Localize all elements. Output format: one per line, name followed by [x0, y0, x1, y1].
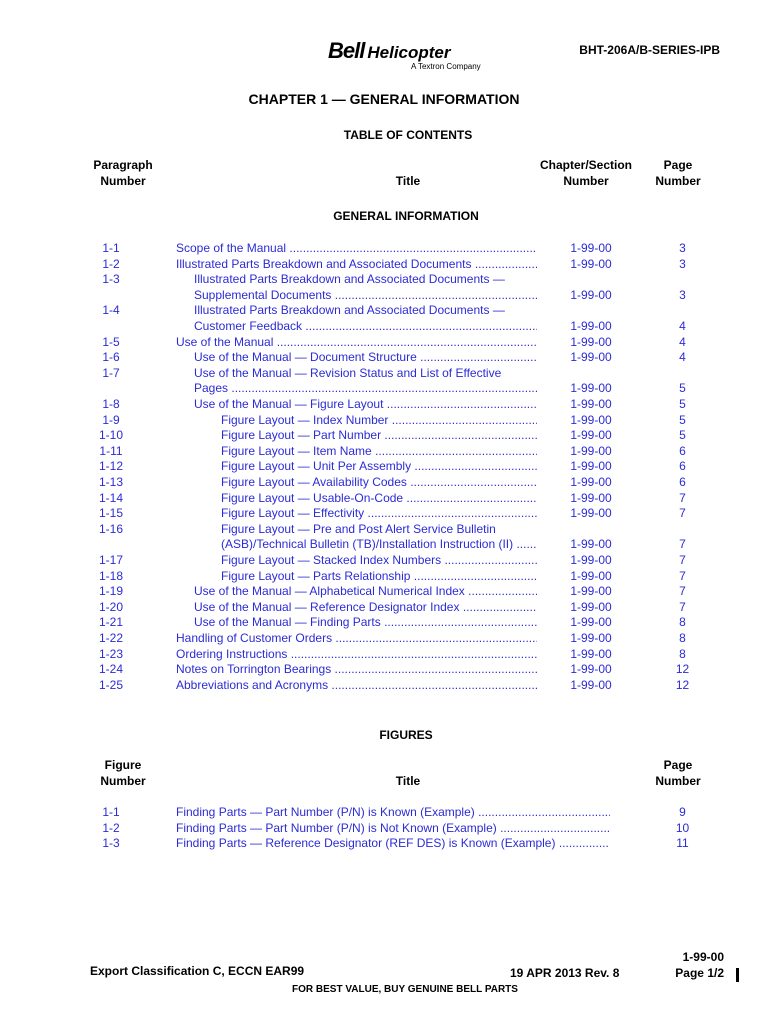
toc-row[interactable]	[0, 631, 768, 647]
toc-entry-title[interactable]: (ASB)/Technical Bulletin (TB)/Installation Instruction (II) .....	[221, 537, 537, 553]
toc-chapter-section: 1-99-00	[570, 631, 612, 645]
toc-entry-title[interactable]: Use of the Manual — Finding Parts .....	[194, 615, 537, 631]
toc-row[interactable]	[0, 428, 768, 444]
figure-entry-title[interactable]: Finding Parts — Reference Designator (REF DES) is Known (Example) .....	[176, 836, 610, 852]
toc-entry-title[interactable]: Use of the Manual — Revision Status and List of Effective	[194, 365, 502, 380]
toc-paragraph-number: 1-6	[102, 350, 120, 365]
toc-chapter-section: 1-99-00	[570, 334, 612, 349]
page-number: Page 1/2	[675, 966, 724, 980]
toc-paragraph-number: 1-15	[98, 506, 124, 521]
toc-chapter-section: 1-99-00	[570, 506, 612, 521]
chapter-title: CHAPTER 1 — GENERAL INFORMATION	[248, 91, 520, 107]
toc-paragraph-number: 1-20	[98, 599, 124, 614]
toc-paragraph-number: 1-12	[98, 459, 124, 474]
section-general-information: GENERAL INFORMATION	[333, 209, 479, 223]
toc-title: TABLE OF CONTENTS	[343, 128, 473, 142]
toc-page-number: 4	[679, 350, 686, 365]
toc-entry-title[interactable]: Use of the Manual — Alphabetical Numerical Index .....	[194, 584, 537, 600]
revision-date: 19 APR 2013 Rev. 8	[510, 966, 620, 980]
figure-page-number: 11	[676, 836, 689, 851]
toc-paragraph-number: 1-21	[98, 615, 124, 630]
figure-row[interactable]	[0, 821, 768, 837]
toc-page-number: 7	[679, 537, 686, 552]
toc-paragraph-number: 1-8	[102, 397, 120, 411]
toc-chapter-section: 1-99-00	[570, 568, 612, 583]
figures-title-header: Title	[395, 774, 421, 788]
toc-row[interactable]	[0, 615, 768, 631]
toc-row[interactable]	[0, 444, 768, 460]
toc-paragraph-number: 1-13	[98, 475, 124, 489]
toc-row[interactable]	[0, 303, 768, 319]
toc-row[interactable]	[0, 584, 768, 600]
toc-page-number: 8	[679, 646, 686, 661]
toc-row[interactable]	[0, 600, 768, 616]
toc-row[interactable]	[0, 381, 768, 397]
toc-entry-title[interactable]: Figure Layout — Usable-On-Code .....	[221, 491, 537, 507]
bell-helicopter-logo	[328, 38, 493, 72]
toc-page-number: 7	[679, 568, 686, 583]
toc-page-number: 6	[679, 459, 686, 474]
toc-entry-title[interactable]: Use of the Manual — Figure Layout .....	[194, 397, 537, 413]
toc-paragraph-number: 1-3	[102, 272, 120, 287]
toc-entry-title[interactable]: Scope of the Manual .....	[176, 241, 537, 257]
toc-entry-title[interactable]: Illustrated Parts Breakdown and Associated Documents —	[194, 303, 505, 318]
page-number-header: Page Number	[655, 158, 701, 188]
toc-entry-title[interactable]: Figure Layout — Availability Codes .....	[221, 475, 537, 491]
toc-row[interactable]	[0, 319, 768, 335]
toc-page-number: 4	[679, 319, 686, 333]
toc-paragraph-number: 1-23	[98, 646, 124, 661]
toc-entry-title[interactable]: Figure Layout — Index Number .....	[221, 413, 537, 429]
toc-chapter-section: 1-99-00	[570, 443, 612, 458]
toc-chapter-section: 1-99-00	[570, 412, 612, 427]
toc-row[interactable]	[0, 350, 768, 366]
toc-chapter-section: 1-99-00	[570, 553, 612, 567]
toc-page-number: 12	[675, 662, 690, 677]
toc-row[interactable]	[0, 413, 768, 429]
figure-entry-title[interactable]: Finding Parts — Part Number (P/N) is Known (Example) .....	[176, 805, 610, 821]
toc-paragraph-number: 1-14	[98, 490, 124, 505]
toc-chapter-section: 1-99-00	[570, 475, 612, 489]
toc-row[interactable]	[0, 522, 768, 538]
toc-chapter-section: 1-99-00	[570, 677, 612, 692]
toc-row[interactable]	[0, 569, 768, 585]
toc-entry-title[interactable]: Figure Layout — Part Number .....	[221, 428, 537, 444]
chapter-section-header: Chapter/Section Number	[539, 158, 632, 188]
toc-page-number: 7	[679, 599, 686, 614]
toc-row[interactable]	[0, 491, 768, 507]
figures-title: FIGURES	[379, 728, 433, 742]
toc-chapter-section: 1-99-00	[570, 490, 612, 505]
toc-paragraph-number: 1-10	[98, 428, 124, 443]
figure-row[interactable]	[0, 805, 768, 821]
figure-number: 1-1	[102, 805, 120, 819]
toc-entry-title[interactable]: Figure Layout — Pre and Post Alert Service Bulletin	[221, 521, 496, 536]
toc-entry-title[interactable]: Use of the Manual — Document Structure .....	[194, 350, 537, 366]
toc-entry-title[interactable]: Figure Layout — Stacked Index Numbers .....	[221, 553, 537, 569]
toc-row[interactable]	[0, 647, 768, 663]
toc-page-number: 3	[679, 287, 686, 302]
logo-subtitle: A Textron Company	[411, 62, 481, 71]
toc-entry-title[interactable]: Figure Layout — Parts Relationship .....	[221, 569, 537, 585]
toc-page-number: 5	[679, 428, 686, 443]
toc-paragraph-number: 1-22	[98, 631, 124, 645]
figure-page-number: 9	[679, 805, 686, 819]
toc-row[interactable]	[0, 678, 768, 694]
toc-row[interactable]	[0, 506, 768, 522]
toc-page-number: 5	[679, 397, 686, 411]
toc-chapter-section: 1-99-00	[570, 256, 612, 271]
toc-row[interactable]	[0, 257, 768, 273]
toc-paragraph-number: 1-4	[102, 303, 120, 318]
toc-entry-title[interactable]: Figure Layout — Unit Per Assembly .....	[221, 459, 537, 475]
toc-row[interactable]	[0, 397, 768, 413]
toc-chapter-section: 1-99-00	[570, 646, 612, 661]
figure-number-header: Figure Number	[100, 758, 146, 788]
figure-entry-title[interactable]: Finding Parts — Part Number (P/N) is Not Known (Example) .....	[176, 821, 610, 837]
toc-chapter-section: 1-99-00	[570, 319, 612, 333]
toc-chapter-section: 1-99-00	[570, 428, 612, 443]
toc-entry-title[interactable]: Ordering Instructions .....	[176, 647, 537, 663]
footer-slogan: FOR BEST VALUE, BUY GENUINE BELL PARTS	[292, 984, 518, 995]
toc-paragraph-number: 1-9	[102, 412, 120, 427]
toc-paragraph-number: 1-5	[102, 334, 120, 349]
toc-page-number: 5	[679, 381, 686, 396]
toc-chapter-section: 1-99-00	[570, 599, 612, 614]
logo-helicopter: Helicopter	[367, 43, 451, 62]
toc-row[interactable]	[0, 288, 768, 304]
toc-entry-title[interactable]: Use of the Manual .....	[176, 335, 537, 351]
figures-page-header: Page Number	[655, 758, 701, 788]
toc-row[interactable]	[0, 366, 768, 382]
toc-row[interactable]	[0, 553, 768, 569]
toc-entry-title[interactable]: Figure Layout — Item Name .....	[221, 444, 537, 460]
export-classification: Export Classification C, ECCN EAR99	[90, 964, 305, 978]
document-code: BHT-206A/B-SERIES-IPB	[579, 43, 720, 57]
toc-entry-title[interactable]: Pages .....	[194, 381, 537, 397]
toc-entry-title[interactable]: Use of the Manual — Reference Designator Index .....	[194, 600, 537, 616]
toc-paragraph-number: 1-2	[102, 256, 120, 271]
toc-page-number: 7	[679, 553, 686, 567]
footer-chapter-code: 1-99-00	[682, 950, 724, 964]
change-bar	[736, 968, 739, 982]
toc-entry-title[interactable]: Illustrated Parts Breakdown and Associated Documents .....	[176, 257, 537, 273]
toc-page-number: 6	[679, 443, 686, 458]
toc-page-number: 3	[679, 256, 686, 271]
toc-chapter-section: 1-99-00	[570, 287, 612, 302]
toc-paragraph-number: 1-16	[98, 521, 124, 536]
toc-page-number: 3	[679, 241, 686, 255]
toc-row[interactable]	[0, 537, 768, 553]
toc-row[interactable]	[0, 475, 768, 491]
toc-paragraph-number: 1-1	[102, 241, 120, 255]
toc-row[interactable]	[0, 335, 768, 351]
toc-entry-title[interactable]: Abbreviations and Acronyms .....	[176, 678, 537, 694]
toc-paragraph-number: 1-25	[98, 677, 124, 692]
title-header: Title	[395, 174, 421, 188]
toc-paragraph-number: 1-11	[99, 443, 123, 458]
toc-page-number: 8	[679, 615, 686, 630]
toc-entry-title[interactable]: Figure Layout — Effectivity .....	[221, 506, 537, 522]
toc-chapter-section: 1-99-00	[570, 615, 612, 630]
toc-page-number: 7	[679, 490, 686, 505]
toc-page-number: 8	[679, 631, 686, 645]
toc-chapter-section: 1-99-00	[570, 584, 612, 599]
toc-paragraph-number: 1-18	[98, 568, 124, 583]
toc-entry-title[interactable]: Notes on Torrington Bearings .....	[176, 662, 537, 678]
logo-brand: Bell	[328, 38, 365, 63]
toc-row[interactable]	[0, 241, 768, 257]
toc-page-number: 12	[675, 677, 690, 692]
toc-chapter-section: 1-99-00	[570, 241, 612, 255]
toc-chapter-section: 1-99-00	[570, 537, 612, 552]
toc-entry-title[interactable]: Illustrated Parts Breakdown and Associated Documents —	[194, 272, 505, 287]
toc-page-number: 7	[679, 584, 686, 599]
toc-paragraph-number: 1-17	[98, 553, 124, 567]
toc-page-number: 5	[679, 412, 686, 427]
figure-number: 1-3	[102, 836, 120, 851]
toc-row[interactable]	[0, 662, 768, 678]
toc-entry-title[interactable]: Customer Feedback .....	[194, 319, 537, 335]
toc-page-number: 6	[679, 475, 686, 489]
toc-chapter-section: 1-99-00	[570, 350, 612, 365]
toc-chapter-section: 1-99-00	[570, 662, 612, 677]
toc-paragraph-number: 1-19	[98, 584, 124, 599]
figure-number: 1-2	[102, 820, 120, 835]
toc-paragraph-number: 1-7	[102, 365, 120, 380]
toc-paragraph-number: 1-24	[98, 662, 124, 677]
toc-page-number: 4	[679, 334, 686, 349]
figure-page-number: 10	[675, 820, 690, 835]
toc-row[interactable]	[0, 272, 768, 288]
toc-chapter-section: 1-99-00	[570, 381, 612, 396]
toc-entry-title[interactable]: Supplemental Documents .....	[194, 288, 537, 304]
toc-chapter-section: 1-99-00	[570, 459, 612, 474]
figure-row[interactable]	[0, 836, 768, 852]
toc-row[interactable]	[0, 459, 768, 475]
toc-chapter-section: 1-99-00	[570, 397, 612, 411]
toc-page-number: 7	[679, 506, 686, 521]
paragraph-number-header: Paragraph Number	[93, 158, 153, 188]
toc-entry-title[interactable]: Handling of Customer Orders .....	[176, 631, 537, 647]
